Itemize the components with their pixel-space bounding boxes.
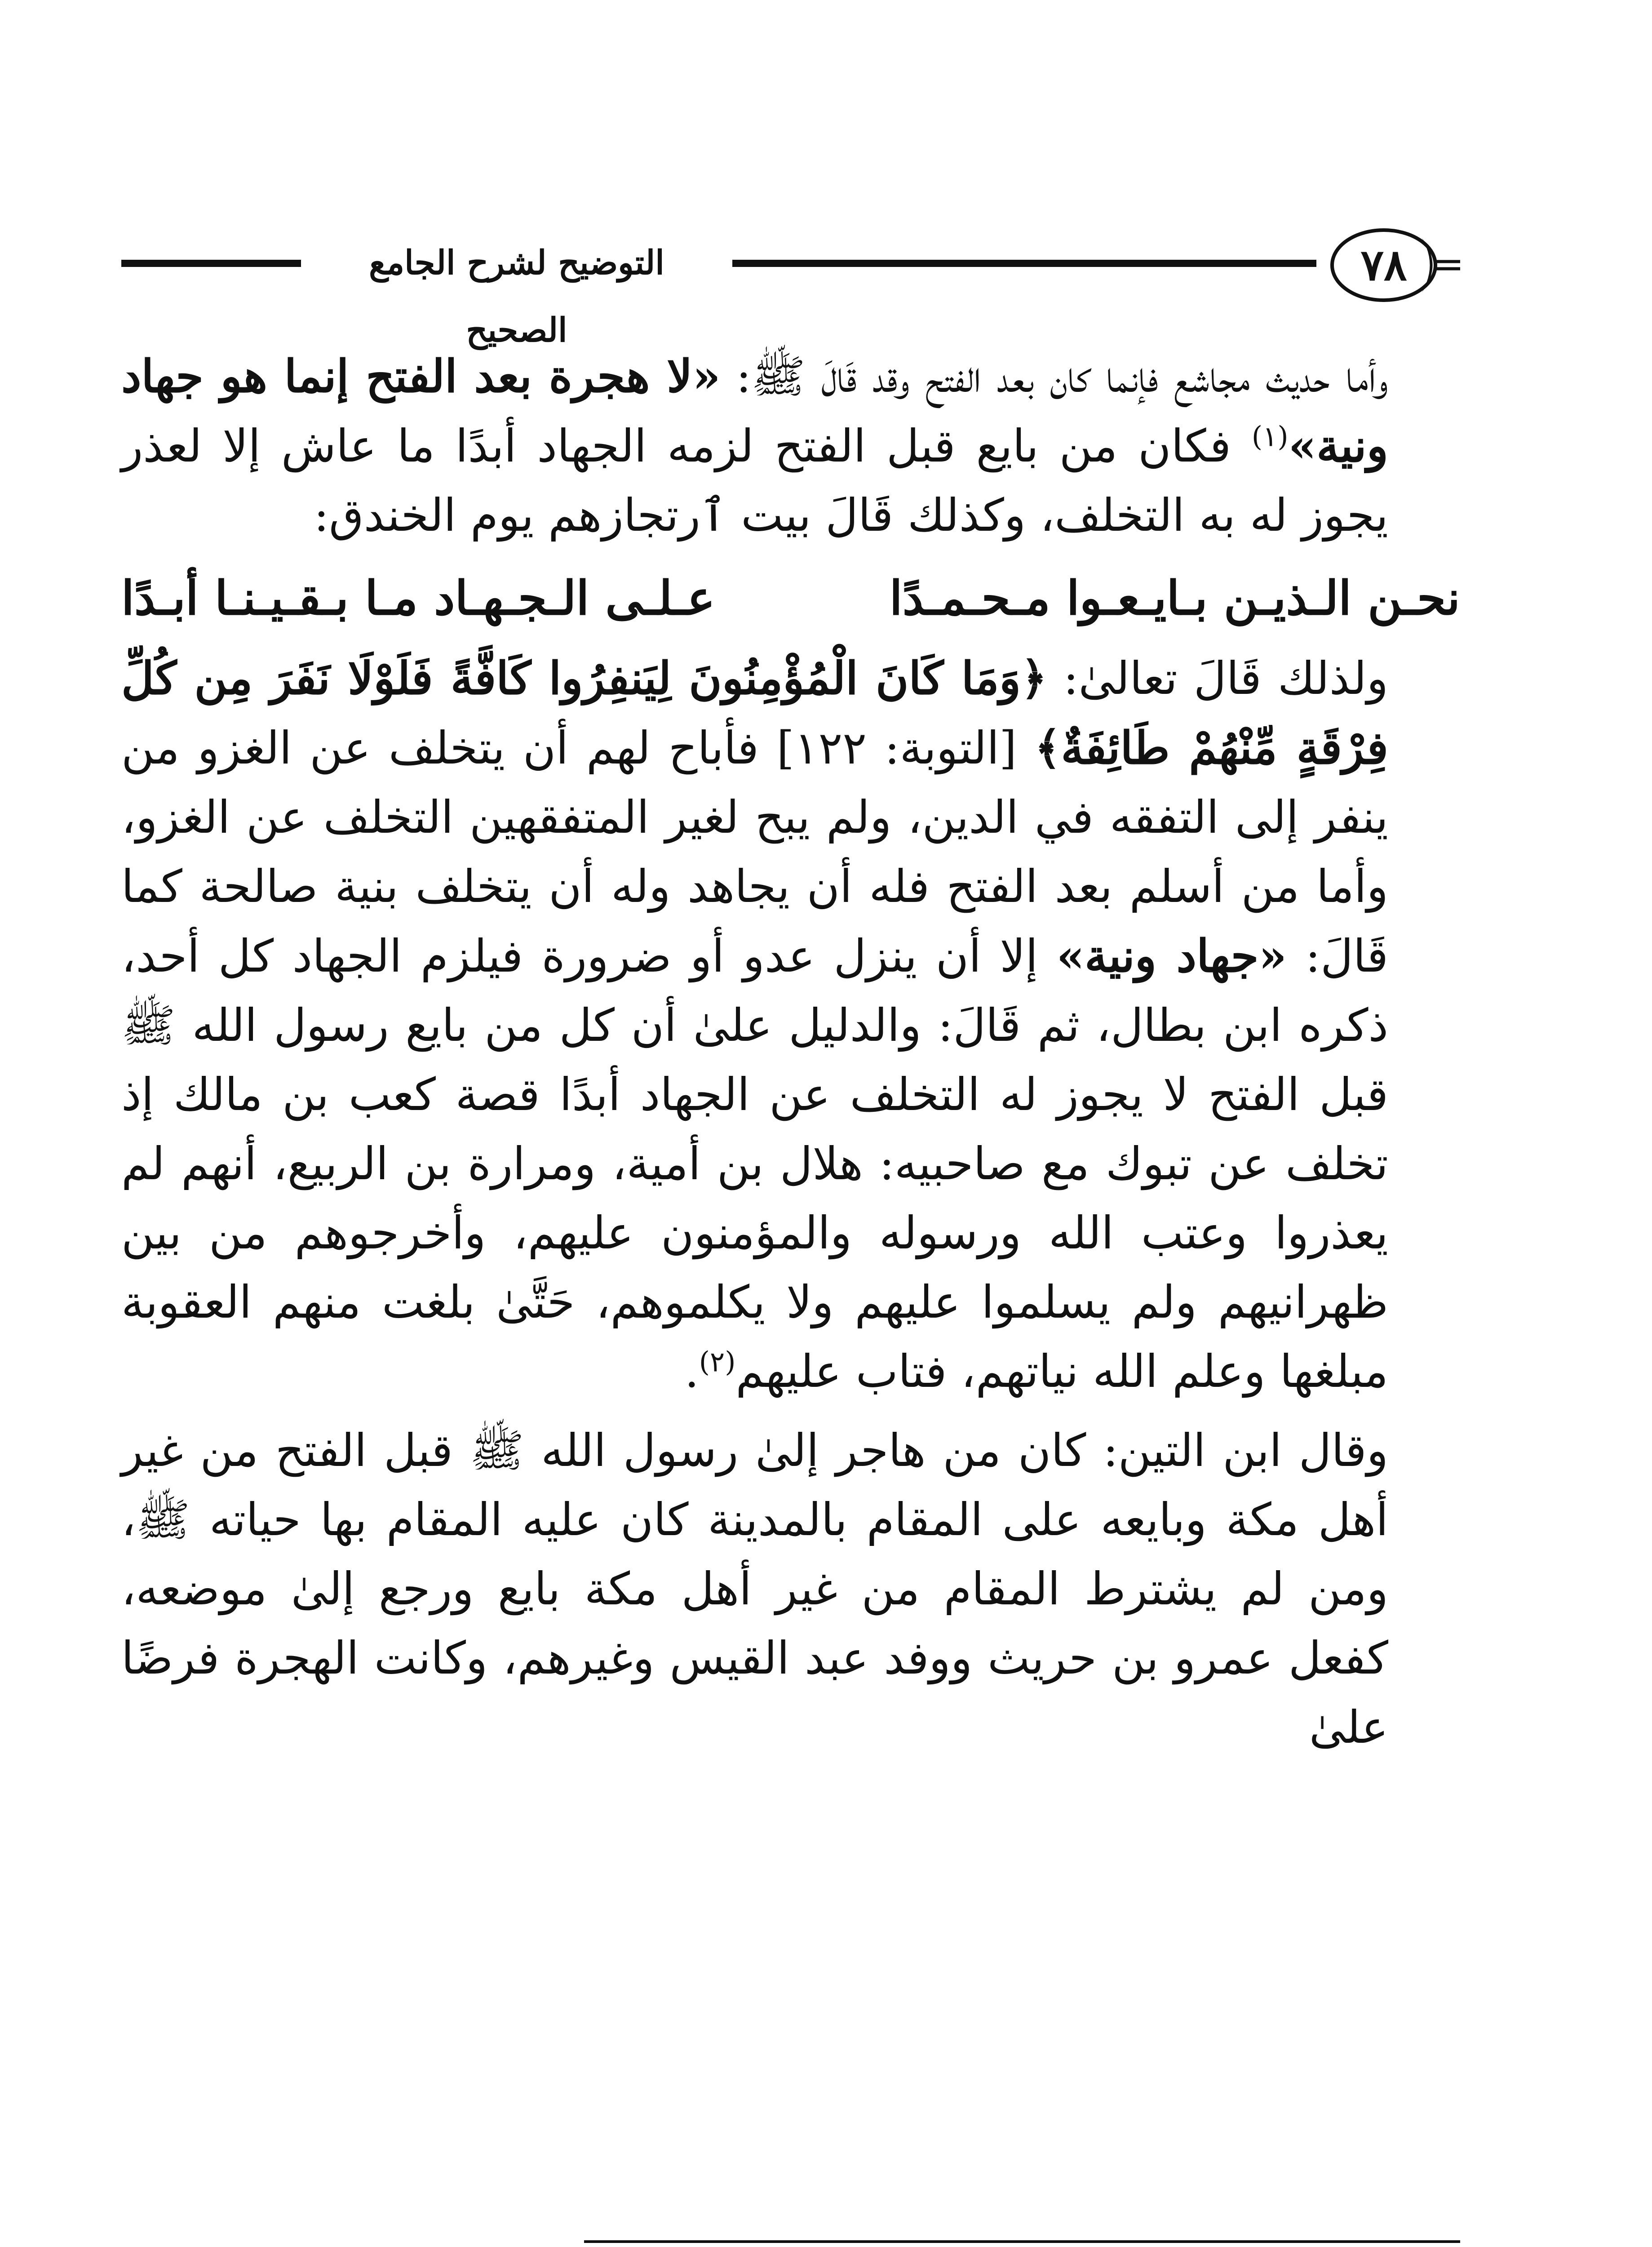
quran-verse: ﴿وَمَا كَانَ الْمُؤْمِنُونَ لِيَنفِرُوا كَافَّةً فَلَوْلَا نَفَرَ مِن كُلِّ فِرْقَةٍ مِّنْهُمْ طَائِفَةٌ﴾: [121, 652, 1388, 774]
footnote-ref-1: (١): [1251, 420, 1289, 453]
running-title: التوضيح لشرح الجامع الصحيح: [369, 244, 664, 350]
paragraph-2-text-d: .: [684, 1345, 699, 1398]
paragraph-1-text-b: فكان من بايع قبل الفتح لزمه الجهاد أبدًا ما عاش إلا لعذر يجوز له به التخلف، وكذلك قَالَ بيت ٱرتجازهم يوم الخندق:: [121, 420, 1388, 542]
paragraph-2-text-a: ولذلك قَالَ تعالىٰ:: [1047, 652, 1388, 705]
verse-second-hemistich: عـلـى الـجـهـاد مـا بـقـيـنـا أبـدًا: [121, 570, 715, 626]
paragraph-1-text-a: وأما حديث مجاشع فإنما كان بعد الفتح وقد قَالَ ﷺ:: [720, 350, 1388, 403]
paragraph-2: [121, 644, 1460, 1406]
main-text: [121, 342, 1460, 1772]
paragraph-1: [121, 342, 1460, 550]
header-rule-left: [121, 260, 301, 267]
hadith-quote: «لا هجرة بعد الفتح إنما هو جهاد ونية»: [121, 350, 1388, 472]
page-number-badge: [1325, 220, 1460, 310]
footnote-separator: [584, 2240, 1460, 2243]
paragraph-3: وقال ابن التين: كان من هاجر إلىٰ رسول الله ﷺ قبل الفتح من غير أهل مكة وبايعه على المقام بالمدينة كان عليه المقام بها حياته ﷺ، ومن لم يشترط المقام من غير أهل مكة بايع ورجع إلىٰ موضعه، كفعل عمرو بن حريث ووفد عبد القيس وغيرهم، وكانت الهجرة فرضًا علىٰ: [121, 1424, 1388, 1754]
footnote-ref-2: (٢): [699, 1345, 736, 1378]
paragraph-2-text-c: إلا أن ينزل عدو أو ضرورة فيلزم الجهاد كل أحد، ذكره ابن بطال، ثم قَالَ: والدليل علىٰ أن كل من بايع رسول الله ﷺ قبل الفتح لا يجوز له التخلف عن الجهاد أبدًا قصة كعب بن مالك إذ تخلف عن تبوك مع صاحبيه: هلال بن أمية، ومرارة بن الربيع، أنهم لم يعذروا وعتب الله ورسوله والمؤمنون عليهم، وأخرجوهم من بين ظهرانيهم ولم يسلموا عليهم ولا يكلموهم، حَتَّىٰ بلغت منهم العقوبة مبلغها وعلم الله نياتهم، فتاب عليهم: [121, 930, 1388, 1398]
poetry-verse: [121, 560, 1460, 636]
hadith-phrase: «جهاد ونية»: [1056, 929, 1287, 982]
paragraph-2-text-b: [التوبة: ١٢٢] فأباح لهم أن يتخلف عن الغزو من ينفر إلى التفقه في الدين، ولم يبح لغير المتفقهين التخلف عن الغزو، وأما من أسلم بعد الفتح فله أن يجاهد وله أن يتخلف بنية صالحة كما قَالَ:: [121, 722, 1389, 982]
header-rule-middle: [732, 260, 1316, 267]
page-number: ٧٨: [1360, 240, 1407, 290]
verse-first-hemistich: نحـن الـذيـن بـايـعـوا مـحـمـدًا: [889, 570, 1460, 626]
running-header: [121, 216, 1460, 350]
